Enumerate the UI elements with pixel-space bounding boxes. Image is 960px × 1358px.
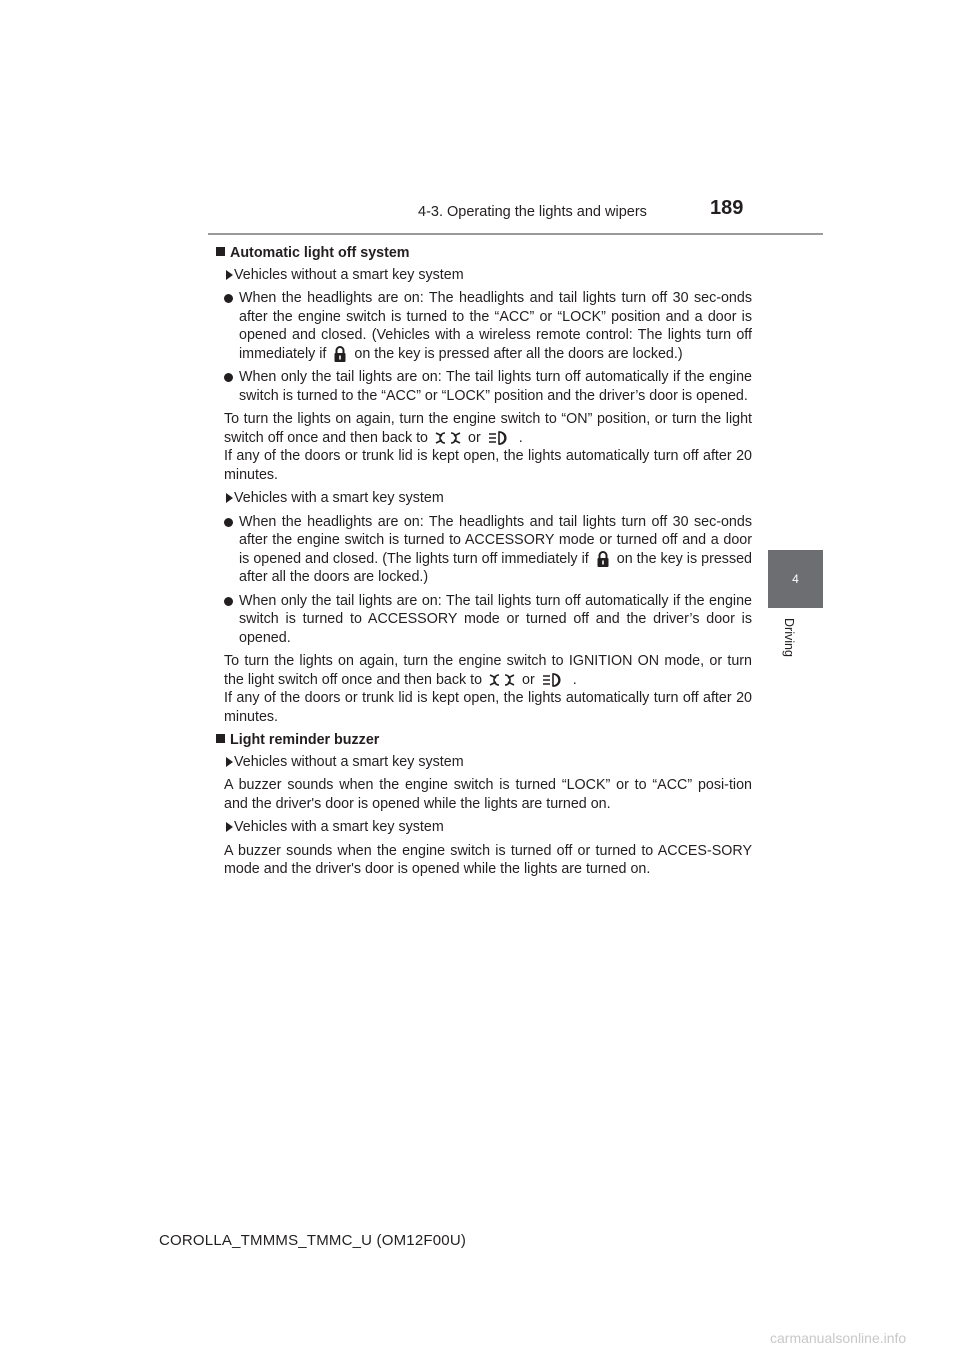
body-paragraph: To turn the lights on again, turn the engine switch to “ON” position, or turn the light switch off once and then back to or . <box>224 411 752 446</box>
chapter-tab[interactable] <box>768 550 823 608</box>
heading-square-icon <box>216 247 225 256</box>
header-rule <box>208 233 823 235</box>
headlight-icon <box>487 430 513 446</box>
watermark[interactable]: carmanualsonline.info <box>770 1330 907 1346</box>
variant-label: Vehicles with a smart key system <box>216 489 752 508</box>
bullet-icon <box>224 294 233 303</box>
variant-label: Vehicles without a smart key system <box>216 753 752 772</box>
body-paragraph: To turn the lights on again, turn the engine switch to IGNITION ON mode, or turn the light switch off once and then back to or . <box>224 653 752 688</box>
tail-light-icon <box>488 672 516 688</box>
body-paragraph: If any of the doors or trunk lid is kept open, the lights automatically turn off after 20 minutes. <box>224 690 752 725</box>
body-paragraph: A buzzer sounds when the engine switch is turned off or turned to ACCES-SORY mode and the driver's door is opened while the lights are turned on. <box>224 842 752 877</box>
model-code: COROLLA_TMMMS_TMMC_U (OM12F00U) <box>159 1232 467 1249</box>
bullet-icon <box>224 373 233 382</box>
chapter-number: 4 <box>792 572 799 586</box>
heading-square-icon <box>216 734 225 743</box>
arrow-icon <box>226 822 233 832</box>
variant-label: Vehicles without a smart key system <box>216 266 752 285</box>
variant-label: Vehicles with a smart key system <box>216 818 752 837</box>
body-paragraph: If any of the doors or trunk lid is kept open, the lights automatically turn off after 20 minutes. <box>224 448 752 483</box>
list-item: When the headlights are on: The headlights and tail lights turn off 30 sec-onds after the engine switch is turned to the “ACC” or “LOCK” position and a door is opened and closed. (Vehicles with a wireless remote control: The lights turn off immediately if on the key is pressed after all the doors are locked.) <box>216 289 752 363</box>
section-heading: Light reminder buzzer <box>216 731 752 750</box>
page-content <box>216 244 752 879</box>
bullet-icon <box>224 597 233 606</box>
headlight-icon <box>541 672 567 688</box>
arrow-icon <box>226 757 233 767</box>
page-header <box>0 0 960 240</box>
body-paragraph: A buzzer sounds when the engine switch is turned “LOCK” or to “ACC” posi-tion and the driver's door is opened while the lights are turned on. <box>224 777 752 812</box>
list-item: When the headlights are on: The headlights and tail lights turn off 30 sec-onds after the engine switch is turned to ACCESSORY mode or turned off and a door is opened and closed. (The lights turn off immediately if on the key is pressed after all the doors are locked.) <box>216 513 752 587</box>
chapter-label-text: Driving <box>782 618 796 657</box>
lock-button-icon <box>595 550 611 568</box>
tail-light-icon <box>434 430 462 446</box>
list-item: When only the tail lights are on: The tail lights turn off automatically if the engine switch is turned to ACCESSORY mode or turned off and the driver’s door is opened. <box>216 592 752 648</box>
bullet-icon <box>224 518 233 527</box>
list-item: When only the tail lights are on: The tail lights turn off automatically if the engine switch is turned to the “ACC” or “LOCK” position and the driver’s door is opened. <box>216 368 752 405</box>
section-title: 4-3. Operating the lights and wipers <box>418 204 647 220</box>
lock-button-icon <box>332 345 348 363</box>
arrow-icon <box>226 270 233 280</box>
chapter-label <box>760 618 830 678</box>
arrow-icon <box>226 493 233 503</box>
page-number: 189 <box>710 197 744 219</box>
section-heading: Automatic light off system <box>216 244 752 263</box>
